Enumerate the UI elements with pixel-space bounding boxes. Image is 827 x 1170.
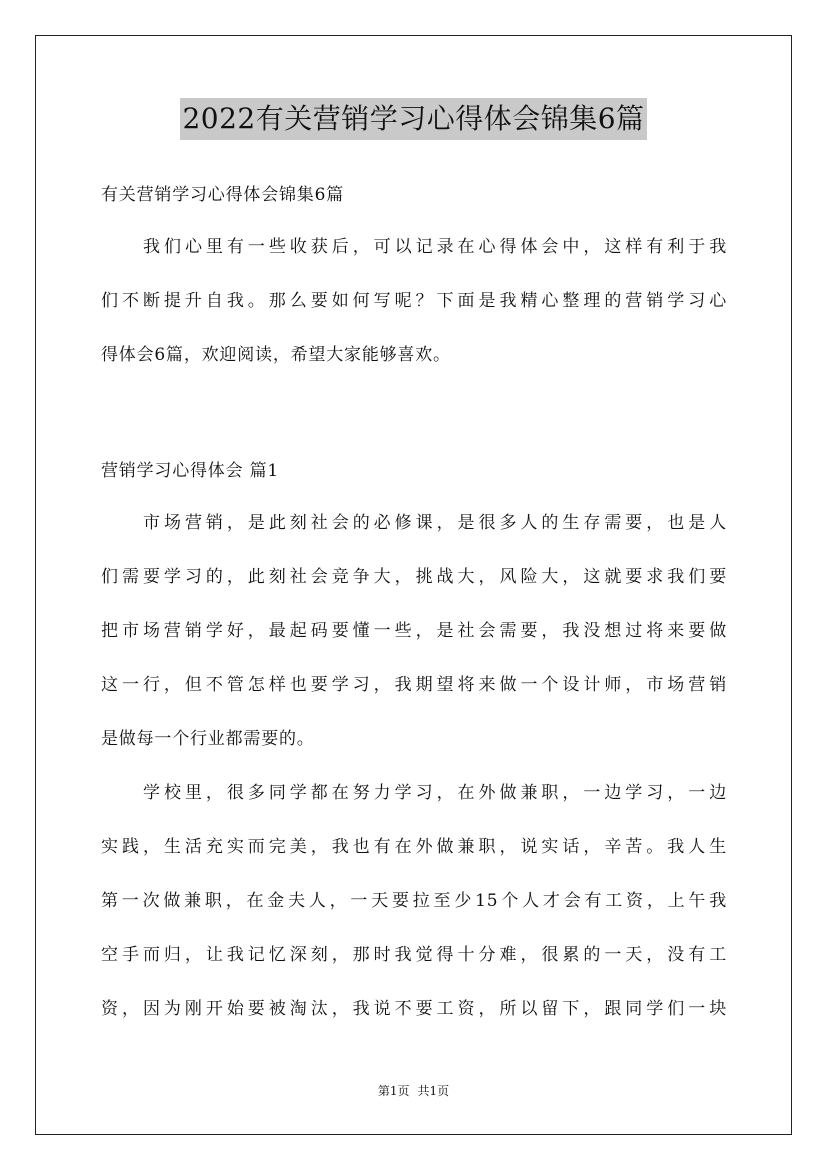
- title-container: [0, 98, 827, 140]
- document-subtitle: 有关营销学习心得体会锦集6篇: [101, 185, 345, 205]
- paragraph-1: [101, 496, 727, 766]
- intro-line: 我们心里有一些收获后，可以记录在心得体会中，这样有利于我: [143, 237, 727, 257]
- document-body: [101, 170, 727, 1036]
- intro-line: 们不断提升自我。那么要如何写呢？下面是我精心整理的营销学习心: [101, 291, 727, 311]
- paragraph-line: 把市场营销学好，最起码要懂一些，是社会需要，我没想过将来要做: [101, 621, 727, 641]
- paragraph-line: 是做每一个行业都需要的。: [101, 729, 315, 749]
- paragraph-line: 学校里，很多同学都在努力学习，在外做兼职，一边学习，一边: [143, 783, 727, 803]
- paragraph-line: 这一行，但不管怎样也要学习，我期望将来做一个设计师，市场营销: [101, 675, 727, 695]
- paragraph-line: 实践，生活充实而完美，我也有在外做兼职，说实话，辛苦。我人生: [101, 837, 727, 857]
- page-number-total: 共1页: [417, 1084, 450, 1098]
- intro-line: 得体会6篇，欢迎阅读，希望大家能够喜欢。: [101, 345, 451, 365]
- paragraph-line: 第一次做兼职，在金夫人，一天要拉至少15个人才会有工资，上午我: [101, 891, 727, 911]
- paragraph-line: 市场营销，是此刻社会的必修课，是很多人的生存需要，也是人: [143, 513, 727, 533]
- page-number-current: 第1页: [377, 1084, 410, 1098]
- paragraph-gap: [101, 382, 727, 446]
- page-footer: [0, 1083, 827, 1099]
- document-title: 2022有关营销学习心得体会锦集6篇: [180, 98, 646, 140]
- section-heading: 营销学习心得体会 篇1: [101, 461, 280, 481]
- paragraph-line: 们需要学习的，此刻社会竞争大，挑战大，风险大，这就要求我们要: [101, 567, 727, 587]
- intro-paragraph: [101, 220, 727, 382]
- paragraph-2: [101, 766, 727, 1036]
- paragraph-line: 资，因为刚开始要被淘汰，我说不要工资，所以留下，跟同学们一块: [101, 999, 727, 1019]
- paragraph-line: 空手而归，让我记忆深刻，那时我觉得十分难，很累的一天，没有工: [101, 945, 727, 965]
